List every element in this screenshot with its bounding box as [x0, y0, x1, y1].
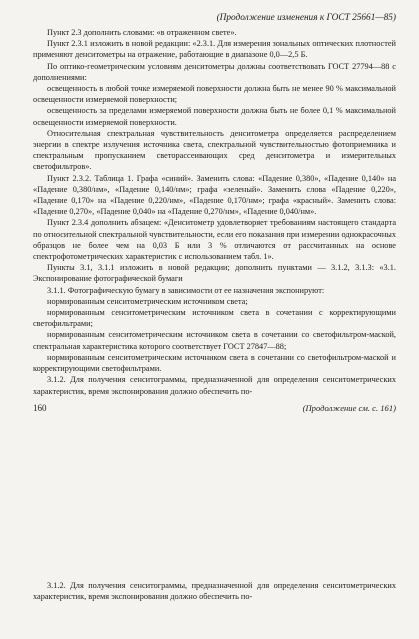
paragraph: освещенность за пределами измеряемой поверхности должна быть не более 0,1 % максимальной освещенности измеряемой поверхности. — [33, 106, 396, 127]
paragraph: Пункты 3.1, 3.1.1 изложить в новой редакции; дополнить пунктами — 3.1.2, 3.1.3: «3.1. Экспонирование фотографической бумаги — [33, 263, 396, 284]
paragraph: нормированным сенситометрическим источником света; — [47, 296, 248, 306]
paragraph: Пункт 2.3.1 изложить в новой редакции: «2.3.1. Для измерения зональных оптических плотностей применяют денситометры на отражение, работающие в диапазоне 0,0—2,5 Б. — [33, 39, 396, 60]
paragraph: освещенность в любой точке измеряемой поверхности должна быть не менее 90 % максимальной освещенности измеряемой поверхности; — [33, 84, 396, 105]
page-footer — [33, 401, 396, 417]
paragraph: нормированным сенситометрическим источником света в сочетании со светофильтром-маской, спектральная характеристика которого соответствует ГОСТ 27847—88; — [33, 330, 396, 351]
continuation-note: (Продолжение см. с. 161) — [302, 402, 396, 413]
page-header: (Продолжение изменения к ГОСТ 25661—85) — [216, 13, 396, 23]
paragraph: нормированным сенситометрическим источником света в сочетании с корректирующими светофильтрами; — [33, 308, 396, 329]
bottom-block — [33, 580, 396, 602]
body-block-2 — [33, 285, 396, 397]
paragraph: Пункт 2.3.2. Таблица 1. Графа «синий». Заменить слова: «Падение 0,380», «Падение 0,140» на «Падение 0,380/нм», «Падение 0,140/нм»; графа «зеленый». Заменить слова «Падение 0,220», «Падение 0,170» на «Падение 0,220/нм», «Падение 0,170/нм»; графа «красный». Заменить слова: «Падение 0,270», «Падение 0,040» на «Падение 0,270/нм», «Падение 0,040/нм». — [33, 173, 396, 217]
paragraph: Пункт 2.3 дополнить словами: «в отраженном свете». — [47, 28, 237, 37]
page-number: 160 — [33, 402, 47, 413]
paragraph: По оптико-геометрическим условиям денситометры должны соответствовать ГОСТ 27794—88 с дополнениями: — [33, 61, 396, 82]
paragraph: Пункт 2.3.4 дополнить абзацем: «Денситометр удовлетворяет требованиям настоящего стандарта по относительной спектральной чувствительности, если его показания при измерении однокрасочных образцов не более чем на 0,03 Б или 3 % отличаются от рассчитанных на основе спектрофотометрических характеристик с использованием табл. 1». — [33, 218, 396, 262]
paragraph: 3.1.1. Фотографическую бумагу в зависимости от ее назначения экспонируют: — [47, 285, 325, 295]
paragraph: нормированным сенситометрическим источником света в сочетании со светофильтром-маской и корректирующими светофильтрами. — [33, 352, 396, 374]
paragraph: 3.1.2. Для получения сенситограммы, предназначенной для определения сенситометрических характеристик, время экспонирования должно обеспечить по- — [33, 375, 396, 396]
blank-area — [33, 417, 396, 580]
paragraph: Относительная спектральная чувствительность денситометра определяется распределением энергии в спектре излучения источника света, спектральной чувствительностью фотоприемника и спектральным пропусканием светорассеивающих сред денситометра и измерительных светофильтров». — [33, 128, 396, 172]
bottom-paragraph: 3.1.2. Для получения сенситограммы, предназначенной для определения сенситометрических характеристик, время экспонирования должно обеспечить по- — [33, 580, 396, 601]
body-block-1 — [33, 27, 396, 285]
